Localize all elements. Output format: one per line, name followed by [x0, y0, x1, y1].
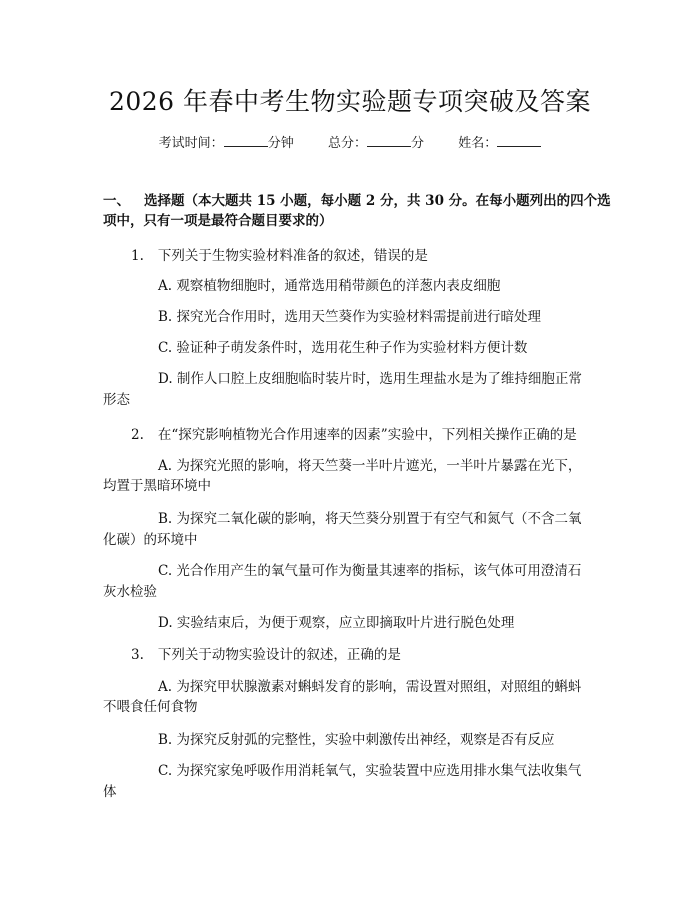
time-blank — [224, 132, 268, 147]
q1-option-c: C. 验证种子萌发条件时，选用花生种子作为实验材料方便计数 — [158, 340, 528, 356]
time-label: 考试时间： — [158, 136, 224, 151]
question-text: 下列关于动物实验设计的叙述，正确的是 — [157, 647, 401, 663]
q1-option-d: D. 制作人口腔上皮细胞临时装片时，选用生理盐水是为了维持细胞正常 — [158, 371, 582, 387]
q3-option-a-cont: 不喂食任何食物 — [103, 699, 198, 715]
q2-option-c-cont: 灰水检验 — [103, 584, 157, 600]
question-number: 1. — [131, 248, 144, 264]
question-number: 3. — [131, 647, 144, 663]
q2-option-c: C. 光合作用产生的氧气量可作为衡量其速率的指标，该气体可用澄清石 — [158, 563, 582, 579]
section-heading-text: 选择题（本大题共 15 小题，每小题 2 分，共 30 分。在每小题列出的四个选 — [144, 193, 611, 209]
question-number: 2. — [131, 427, 144, 443]
q3-option-a: A. 为探究甲状腺激素对蝌蚪发育的影响，需设置对照组，对照组的蝌蚪 — [158, 679, 582, 695]
name-label: 姓名： — [458, 136, 498, 151]
q2-option-b-cont: 化碳）的环境中 — [103, 532, 198, 548]
time-unit: 分钟 — [267, 136, 294, 151]
q3-option-c: C. 为探究家兔呼吸作用消耗氧气，实验装置中应选用排水集气法收集气 — [158, 763, 582, 779]
question-text: 下列关于生物实验材料准备的叙述，错误的是 — [157, 248, 428, 264]
exam-info-row — [0, 132, 700, 154]
q1-option-b: B. 探究光合作用时，选用天竺葵作为实验材料需提前进行暗处理 — [158, 309, 542, 325]
score-label: 总分： — [327, 136, 367, 151]
q2-option-d: D. 实验结束后，为便于观察，应立即摘取叶片进行脱色处理 — [158, 615, 515, 631]
question-2-stem — [131, 425, 577, 445]
q1-option-a: A. 观察植物细胞时，通常选用稍带颜色的洋葱内表皮细胞 — [158, 278, 501, 294]
page-title: 2026 年春中考生物实验题专项突破及答案 — [108, 87, 592, 116]
question-1-stem — [131, 246, 428, 266]
q2-option-b: B. 为探究二氧化碳的影响，将天竺葵分别置于有空气和氮气（不含二氧 — [158, 511, 582, 527]
q3-option-b: B. 为探究反射弧的完整性，实验中刺激传出神经，观察是否有反应 — [158, 732, 555, 748]
question-3-stem — [131, 645, 401, 665]
question-text: 在“探究影响植物光合作用速率的因素”实验中，下列相关操作正确的是 — [157, 427, 577, 443]
q3-option-c-cont: 体 — [103, 784, 117, 800]
score-blank — [367, 132, 411, 147]
section-heading-line2: 项中，只有一项是最符合题目要求的） — [103, 213, 333, 229]
section-number: 一、 — [103, 193, 130, 209]
q2-option-a-cont: 均置于黑暗环境中 — [103, 478, 211, 494]
score-unit: 分 — [411, 136, 425, 151]
name-blank — [497, 132, 541, 147]
q2-option-a: A. 为探究光照的影响，将天竺葵一半叶片遮光，一半叶片暴露在光下， — [158, 458, 582, 474]
q1-option-d-cont: 形态 — [103, 392, 130, 408]
section-heading-line1 — [103, 191, 611, 211]
